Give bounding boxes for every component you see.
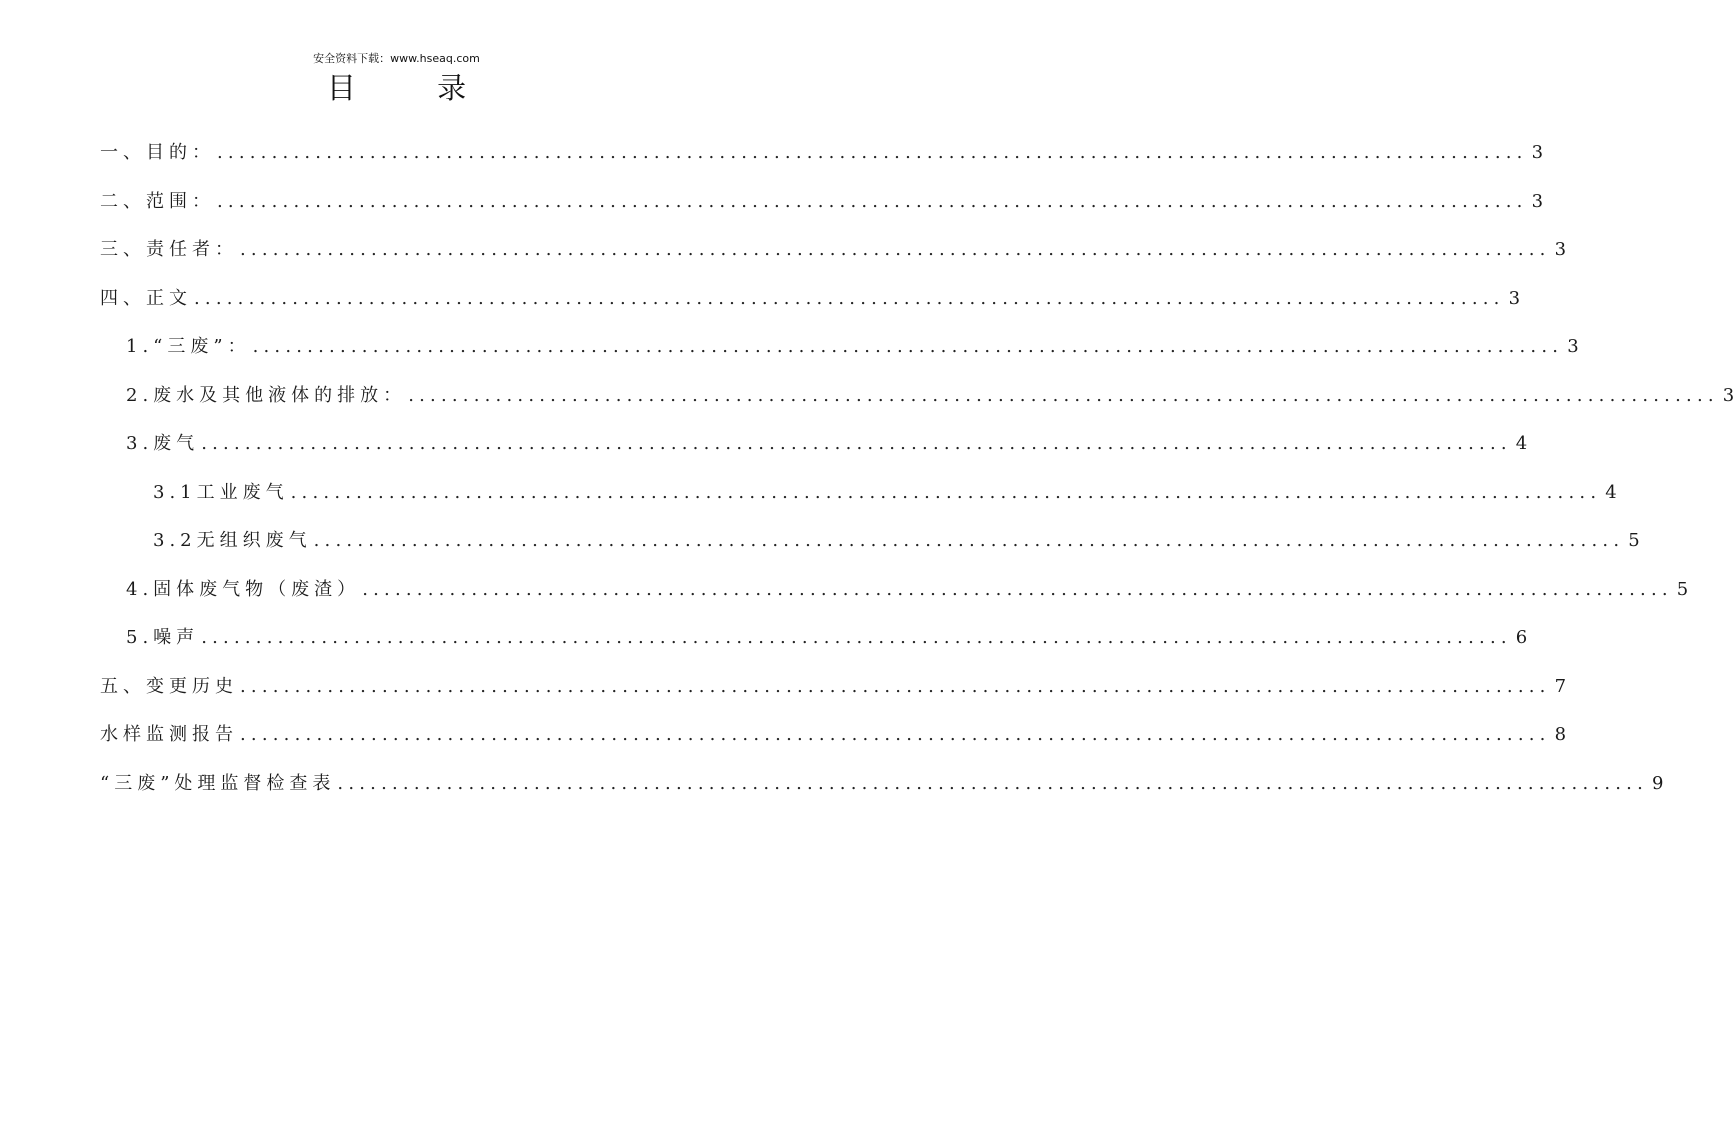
toc-entry-water-report[interactable]	[100, 720, 1567, 748]
toc-page-number: 3	[1567, 336, 1579, 357]
toc-entry-industrial-gas[interactable]	[153, 478, 1617, 506]
toc-page-number: 7	[1554, 676, 1567, 697]
toc-page-number: 3	[1531, 191, 1544, 212]
toc-entry-scope[interactable]	[100, 187, 1544, 215]
toc-entry-label: 二、范围：	[100, 191, 215, 212]
toc-entry-label: 一、目的：	[100, 142, 215, 163]
toc-entry-fugitive-gas[interactable]	[153, 526, 1640, 554]
toc-dot-leader: ........................................................................................................................	[313, 530, 1625, 551]
toc-dot-leader: ........................................................................................................................	[362, 579, 1673, 600]
toc-entry-responsible[interactable]	[100, 235, 1567, 263]
toc-page-number: 5	[1628, 530, 1640, 551]
toc-entry-change-history[interactable]	[100, 672, 1567, 700]
toc-entry-label: 3.废气	[126, 433, 200, 454]
toc-entry-wastewater[interactable]	[126, 381, 1734, 409]
toc-page-number: 4	[1515, 433, 1528, 454]
toc-entry-label: 五、变更历史	[100, 676, 238, 697]
toc-dot-leader: ........................................................................................................................	[194, 288, 1505, 309]
toc-entry-label: 四、正文	[100, 288, 192, 309]
toc-page-number: 9	[1652, 773, 1664, 794]
toc-entry-label: 3.2无组织废气	[153, 530, 312, 551]
toc-dot-leader: ........................................................................................................................	[252, 336, 1564, 357]
toc-entry-label: 三、责任者：	[100, 239, 238, 260]
toc-dot-leader: ........................................................................................................................	[240, 239, 1551, 260]
toc-entry-purpose[interactable]	[100, 138, 1544, 166]
page-title: 目 录	[326, 71, 503, 105]
toc-entry-label: 5.噪声	[126, 627, 200, 648]
toc-entry-three-wastes[interactable]	[126, 332, 1579, 360]
toc-page-number: 3	[1508, 288, 1521, 309]
toc-dot-leader: ........................................................................................................................	[217, 191, 1528, 212]
toc-entry-solid-waste[interactable]	[126, 575, 1689, 603]
toc-entry-label: 4.固体废气物（废渣）	[126, 579, 361, 600]
toc-entry-label: 3.1工业废气	[153, 482, 289, 503]
toc-dot-leader: ........................................................................................................................	[201, 627, 1512, 648]
toc-dot-leader: ........................................................................................................................	[290, 482, 1602, 503]
toc-entry-waste-gas[interactable]	[126, 429, 1528, 457]
toc-dot-leader: ........................................................................................................................	[201, 433, 1512, 454]
toc-entry-inspection-table[interactable]	[100, 769, 1664, 797]
toc-dot-leader: ........................................................................................................................	[217, 142, 1528, 163]
toc-page-number: 5	[1676, 579, 1689, 600]
toc-page-number: 6	[1515, 627, 1528, 648]
toc-entry-label: 2.废水及其他液体的排放：	[126, 385, 407, 406]
toc-entry-noise[interactable]	[126, 623, 1528, 651]
toc-page-number: 4	[1605, 482, 1617, 503]
toc-entry-label: 1.“三废”：	[126, 336, 251, 357]
toc-entry-label: 水样监测报告	[100, 724, 238, 745]
toc-page-number: 3	[1531, 142, 1544, 163]
toc-page-number: 3	[1554, 239, 1567, 260]
toc-page-number: 8	[1554, 724, 1567, 745]
toc-entry-main-text[interactable]	[100, 284, 1521, 312]
toc-dot-leader: ........................................................................................................................	[408, 385, 1719, 406]
toc-page-number: 3	[1722, 385, 1734, 406]
header-source-note: 安全资料下载：www.hseaq.com	[313, 52, 480, 65]
toc-dot-leader: ........................................................................................................................	[337, 773, 1649, 794]
toc-dot-leader: ........................................................................................................................	[240, 724, 1551, 745]
toc-entry-label: “三废”处理监督检查表	[100, 773, 336, 794]
toc-dot-leader: ........................................................................................................................	[240, 676, 1551, 697]
